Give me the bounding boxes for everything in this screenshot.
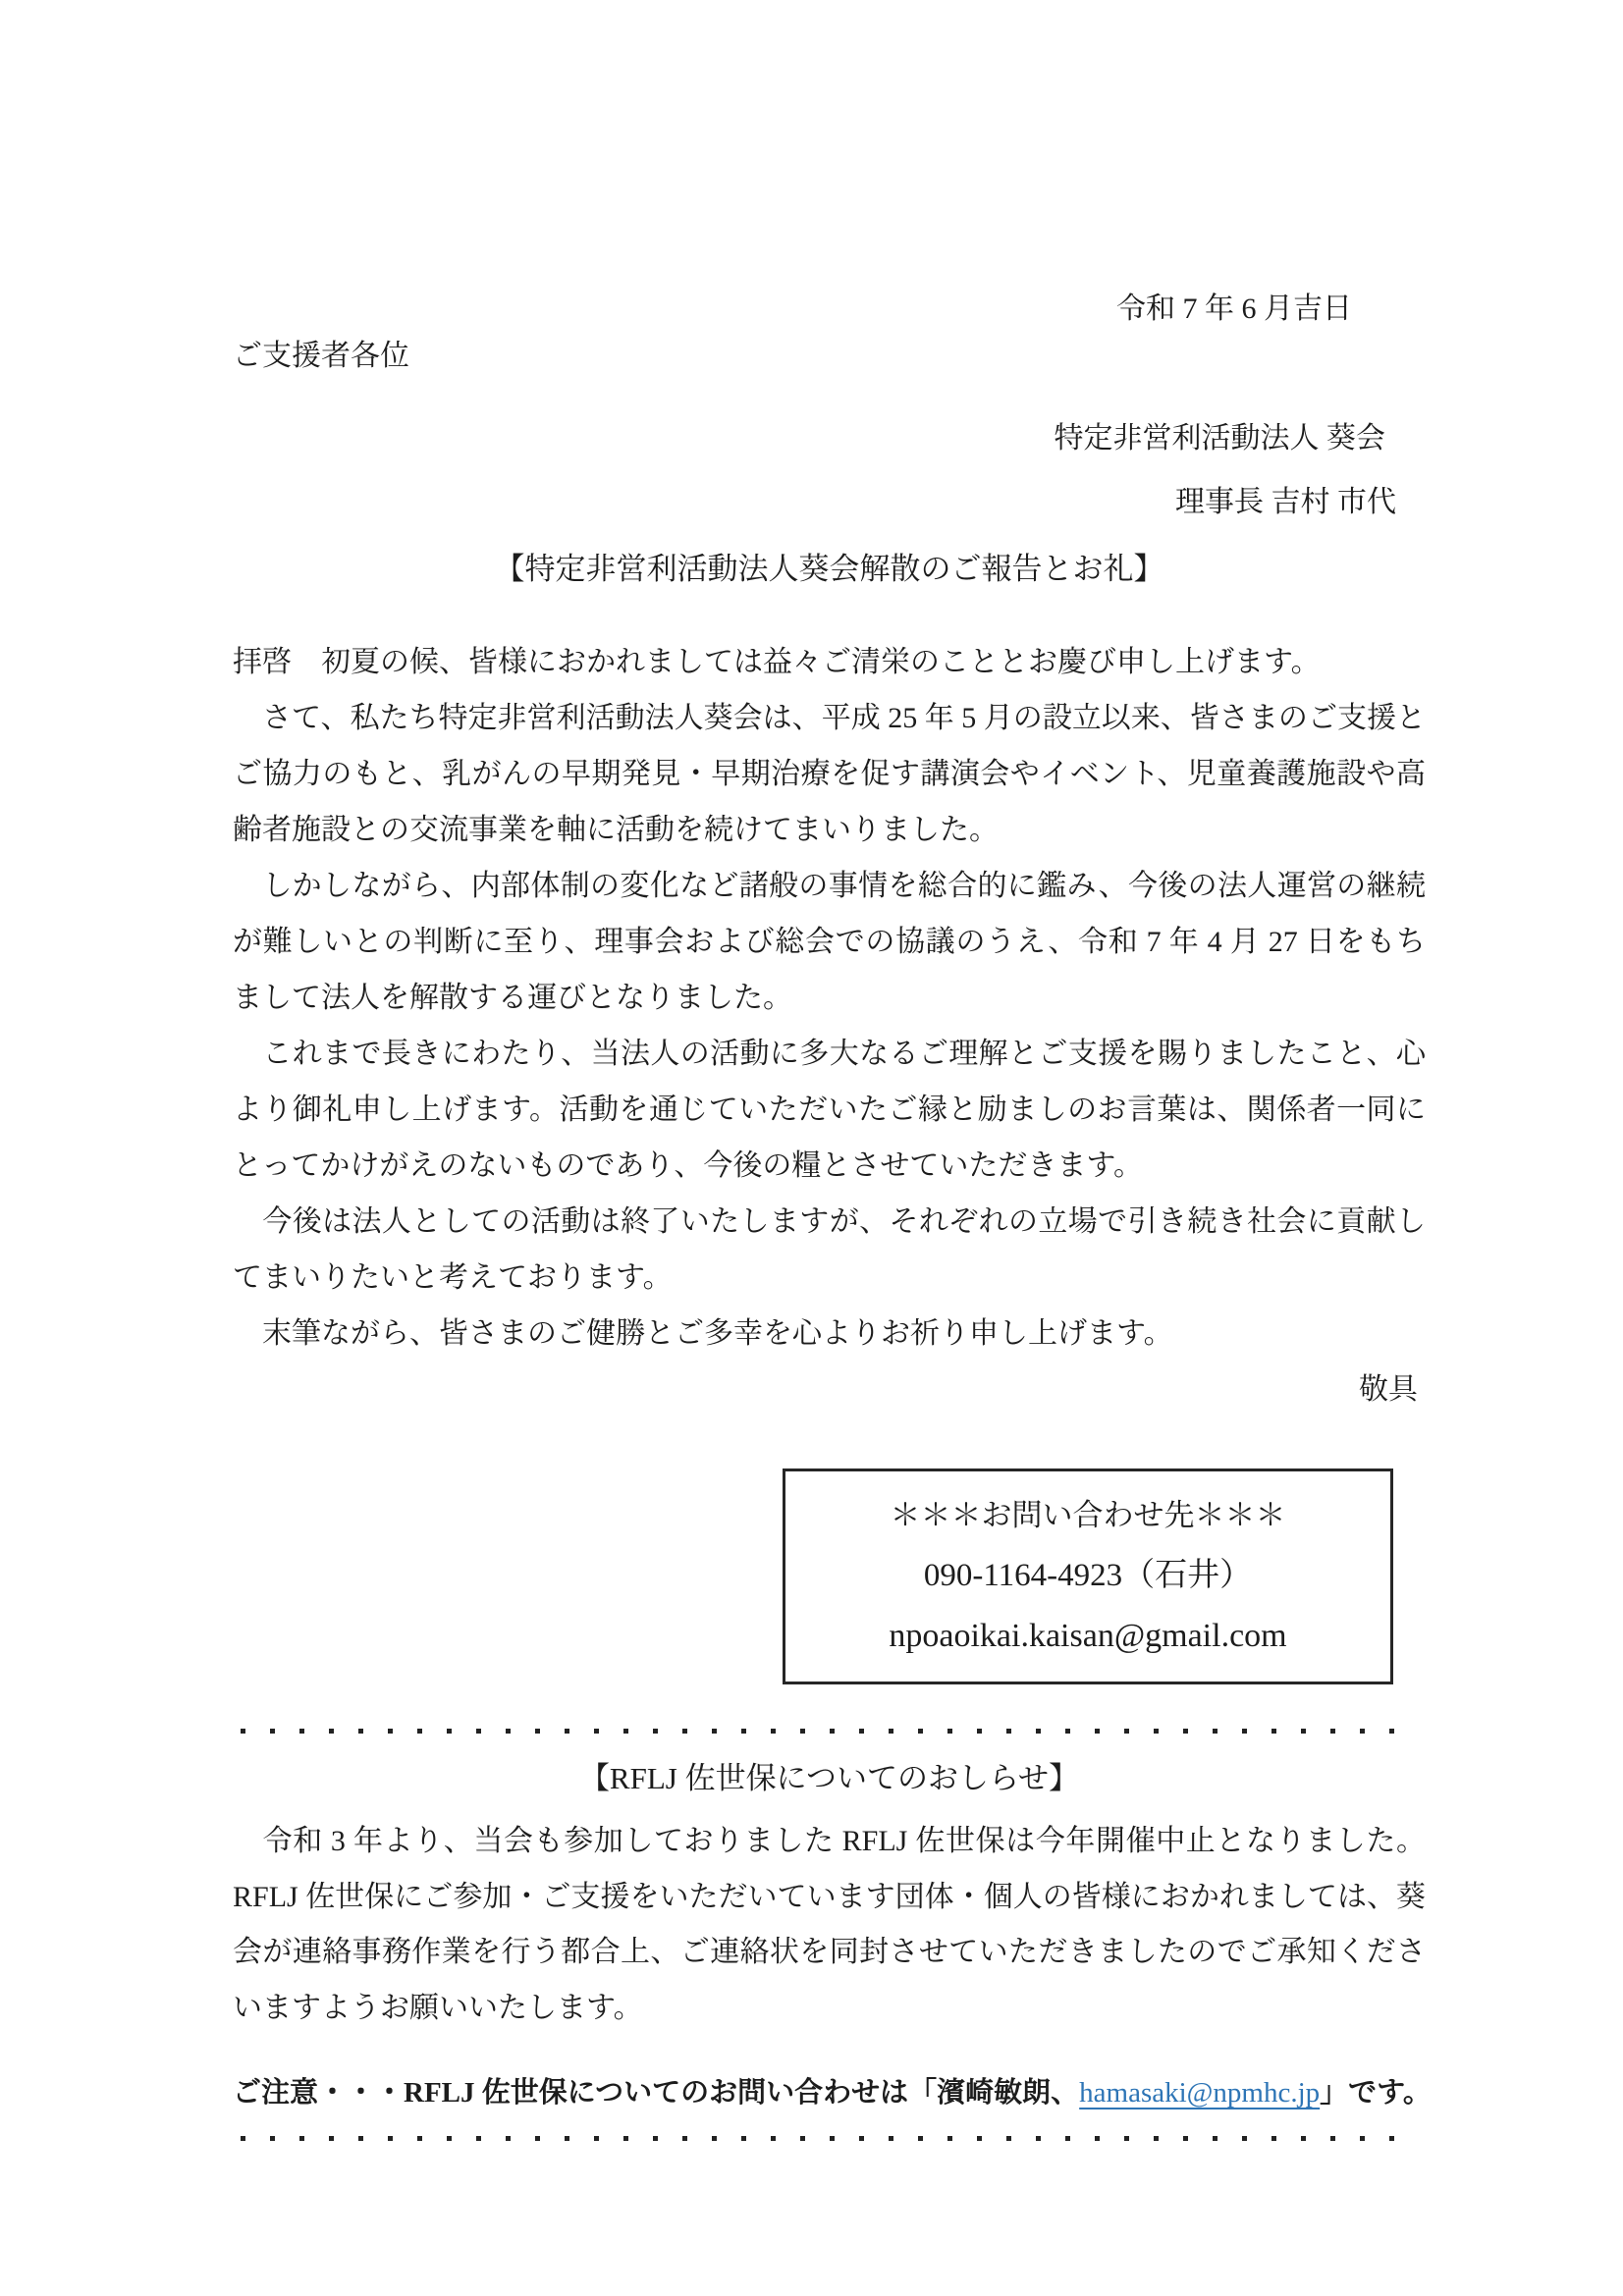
letter-content — [233, 0, 1432, 2141]
top-margin — [233, 0, 1426, 290]
body-paragraph: 拝啓 初夏の候、皆様におかれましては益々ご清栄のこととお慶び申し上げます。 — [233, 646, 1321, 678]
letter-body — [233, 634, 1426, 1362]
caution-line — [233, 2065, 1432, 2121]
letter-subject: 【特定非営利活動法人葵会解散のご報告とお礼】 — [494, 552, 1164, 586]
closing-keigu: 敬具 — [1359, 1373, 1418, 1406]
caution-text-prefix: ご注意・・・RFLJ 佐世保についてのお問い合わせは「濱崎敏朗、 — [233, 2077, 1080, 2109]
body-paragraph: しかしながら、内部体制の変化など諸般の事情を総合的に鑑み、今後の法人運営の継続が難しいとの判断に至り、理事会および総会での協議のうえ、令和 7 年 4 月 27 日をもちまして法人を解散する運びとなりました。 — [233, 870, 1426, 1014]
contact-box-heading: ＊＊＊お問い合わせ先＊＊＊ — [890, 1498, 1286, 1532]
sender-organization: 特定非営利活動法人 葵会 — [1054, 422, 1385, 454]
caution-email-link[interactable]: hamasaki@npmhc.jp — [1079, 2077, 1321, 2109]
body-paragraph: さて、私たち特定非営利活動法人葵会は、平成 25 年 5 月の設立以来、皆さまのご支援とご協力のもと、乳がんの早期発見・早期治療を促す講演会やイベント、児童養護施設や高齢者施設との交流事業を軸に活動を続けてまいりました。 — [233, 702, 1426, 846]
body-paragraph: 末筆ながら、皆さまのご健勝とご多幸を心よりお祈り申し上げます。 — [233, 1317, 1173, 1350]
contact-email-address: npoaoikai.kaisan@gmail.com — [889, 1618, 1287, 1654]
body-paragraph: 今後は法人としての活動は終了いたしますが、それぞれの立場で引き続き社会に貢献してまいりたいと考えております。 — [233, 1205, 1426, 1294]
notice-paragraph: 令和 3 年より、当会も参加しておりました RFLJ 佐世保は今年開催中止となりました。RFLJ 佐世保にご参加・ご支援をいただいています団体・個人の皆様におかれましては、葵会が連絡事務作業を行う都合上、ご連絡状を同封させていただきましたのでご承知くださいますようお願いいたします。 — [233, 1825, 1426, 2024]
letter-date: 令和 7 年 6 月吉日 — [1116, 293, 1352, 325]
addressee-line: ご支援者各位 — [233, 340, 409, 372]
body-paragraph: これまで長きにわたり、当法人の活動に多大なるご理解とご支援を賜りましたこと、心より御礼申し上げます。活動を通じていただいたご縁と励ましのお言葉は、関係者一同にとってかけがえのないものであり、今後の糧とさせていただきます。 — [233, 1038, 1426, 1182]
contact-box — [783, 1468, 1393, 1684]
notice-heading: 【RFLJ 佐世保についてのおしらせ】 — [578, 1761, 1080, 1795]
caution-text-suffix: 」です。 — [1320, 2077, 1432, 2109]
dotted-separator-bottom — [241, 2135, 1394, 2141]
dotted-separator-top — [241, 1728, 1394, 1734]
contact-phone-number: 090-1164-4923（石井） — [923, 1558, 1253, 1593]
sender-name-title: 理事長 吉村 市代 — [1175, 486, 1396, 518]
